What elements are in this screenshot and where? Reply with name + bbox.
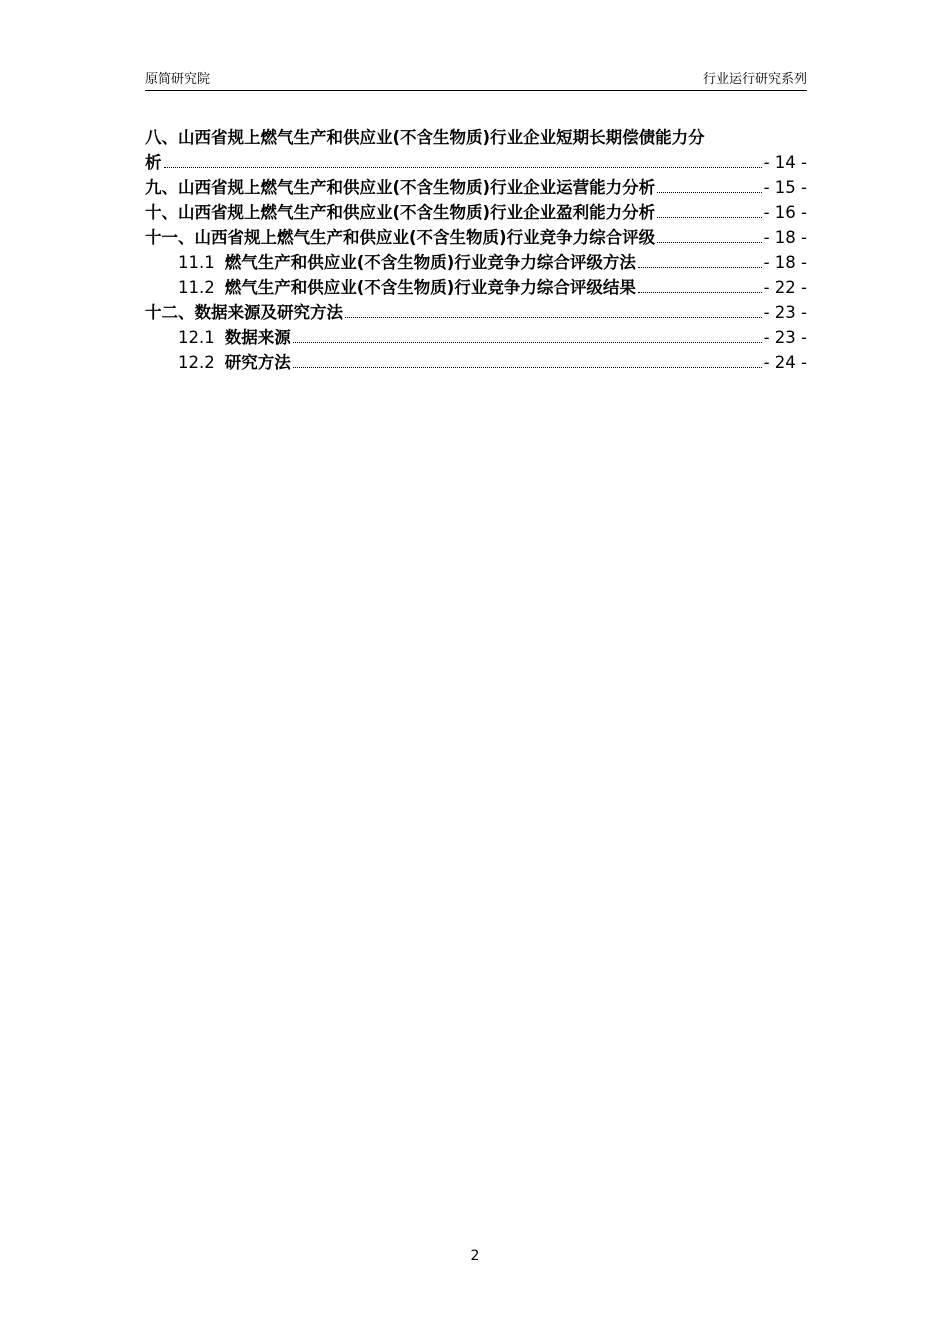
page-header	[145, 68, 807, 91]
toc-leader-dots	[164, 150, 762, 168]
toc-page-number: - 18 -	[763, 253, 807, 272]
toc-item-10[interactable]	[145, 200, 807, 225]
toc-item-8[interactable]	[145, 150, 807, 175]
toc-item-title: 燃气生产和供应业(不含生物质)行业竞争力综合评级方法	[224, 253, 636, 272]
toc-leader-dots	[293, 350, 762, 368]
toc-page-number: - 22 -	[763, 278, 807, 297]
toc-leader-dots	[293, 325, 762, 343]
toc-item-title: 十、山西省规上燃气生产和供应业(不含生物质)行业企业盈利能力分析	[145, 203, 656, 222]
toc-page-number: - 14 -	[763, 153, 807, 172]
toc-item-title: 研究方法	[224, 353, 291, 372]
toc-item-title: 九、山西省规上燃气生产和供应业(不含生物质)行业企业运营能力分析	[145, 178, 656, 197]
toc-page-number: - 23 -	[763, 328, 807, 347]
toc-item-9[interactable]	[145, 175, 807, 200]
toc-item-title: 十一、山西省规上燃气生产和供应业(不含生物质)行业竞争力综合评级	[145, 228, 656, 247]
page-footer-number: 2	[470, 1248, 480, 1264]
toc-item-title: 十二、数据来源及研究方法	[145, 303, 343, 322]
toc-leader-dots	[345, 300, 762, 318]
toc-leader-dots	[638, 250, 762, 268]
toc-page-number: - 16 -	[763, 203, 807, 222]
toc-item-8-line2: 析	[145, 153, 162, 172]
toc-item-11[interactable]	[145, 225, 807, 250]
toc-page-number: - 15 -	[763, 178, 807, 197]
table-of-contents	[145, 125, 807, 375]
toc-item-number: 12.1	[178, 328, 215, 347]
toc-leader-dots	[657, 175, 762, 193]
toc-item-number: 12.2	[178, 353, 215, 372]
toc-item-number: 11.1	[178, 253, 215, 272]
toc-item-11-2[interactable]	[145, 275, 807, 300]
header-series-name: 行业运行研究系列	[702, 72, 807, 87]
toc-item-title: 燃气生产和供应业(不含生物质)行业竞争力综合评级结果	[224, 278, 636, 297]
toc-leader-dots	[638, 275, 762, 293]
toc-item-number: 11.2	[178, 278, 215, 297]
toc-page-number: - 23 -	[763, 303, 807, 322]
toc-leader-dots	[657, 225, 762, 243]
toc-item-11-1[interactable]	[145, 250, 807, 275]
toc-item-12-2[interactable]	[145, 350, 807, 375]
toc-page-number: - 18 -	[763, 228, 807, 247]
toc-leader-dots	[657, 200, 762, 218]
toc-item-8-line1[interactable]: 八、山西省规上燃气生产和供应业(不含生物质)行业企业短期长期偿债能力分	[145, 128, 705, 147]
toc-item-12-1[interactable]	[145, 325, 807, 350]
toc-item-title: 数据来源	[224, 328, 291, 347]
toc-item-12[interactable]	[145, 300, 807, 325]
toc-page-number: - 24 -	[763, 353, 807, 372]
header-org-name: 原简研究院	[145, 72, 211, 87]
